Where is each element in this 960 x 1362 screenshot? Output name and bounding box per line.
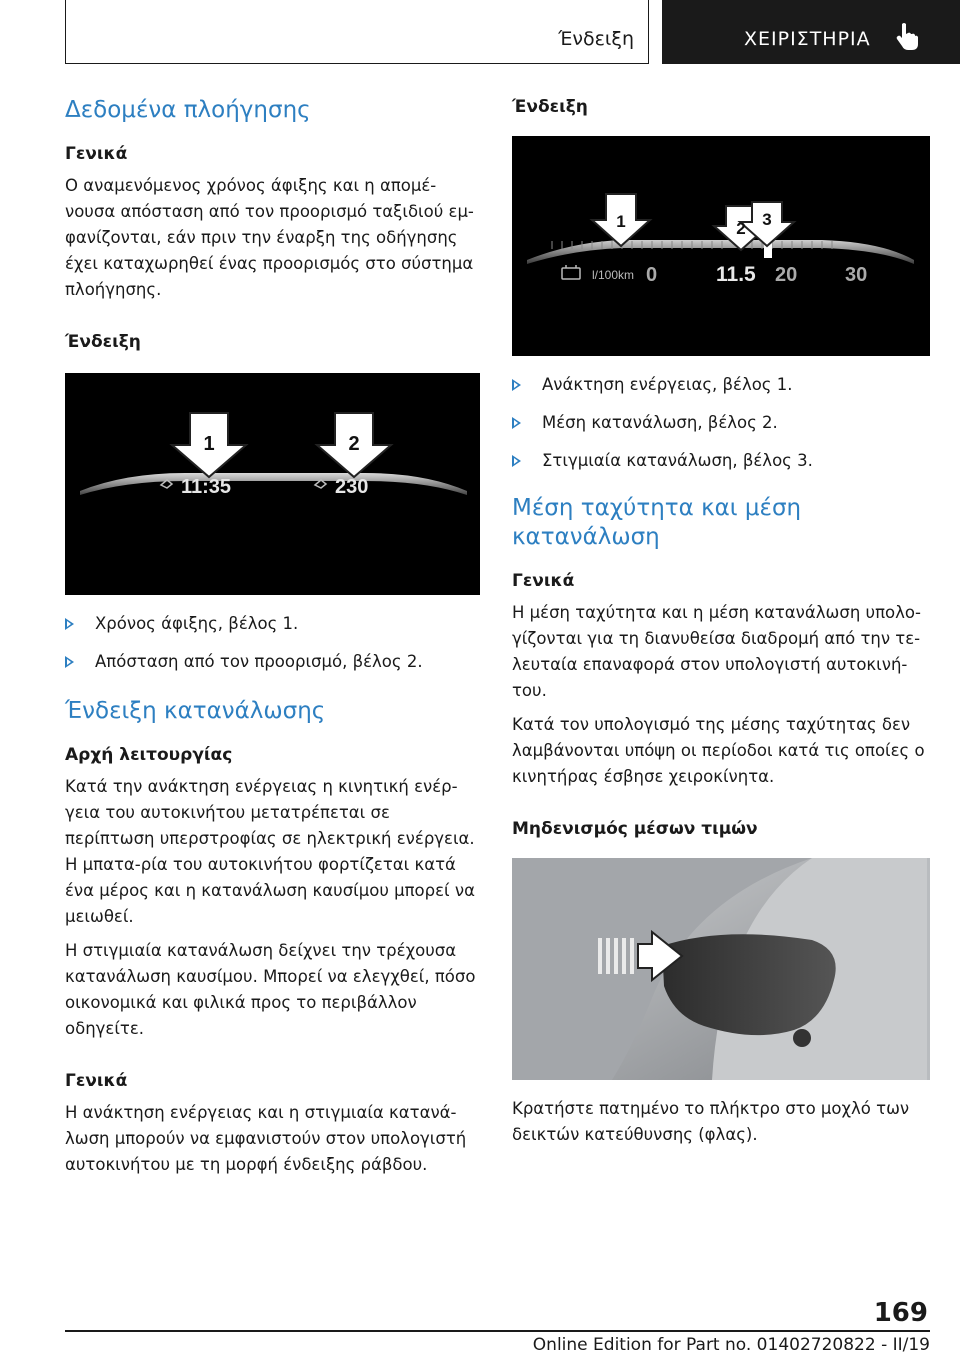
triangle-bullet-icon (512, 417, 521, 429)
header-section-tab (65, 0, 649, 64)
paragraph-average-1: Η μέση ταχύτητα και η μέση κατανάλωση υπολο-γίζονται για τη διανυθείσα διαδρομή από την τε-λευταία επαναφορά στον υπολογιστή αυτοκινή-του. (512, 603, 921, 700)
arrow-1-label: 1 (203, 433, 215, 455)
figure-arrival-distance-graphic (65, 373, 480, 595)
paragraph-general-2: Η ανάκτηση ενέργειας και η στιγμιαία κατανά-λωση μπορούν να εμφανιστούν στον υπολογιστή αυτοκινήτου με τη μορφή ένδειξης ράβδου. (65, 1103, 467, 1174)
heading-reset: Μηδενισμός μέσων τιμών (512, 819, 758, 839)
heading-navigation-data: Δεδομένα πλοήγησης (65, 97, 311, 123)
battery-icon (562, 265, 580, 279)
list-item: Μέση κατανάλωση, βέλος 2. (512, 412, 930, 434)
arrival-time: 11:35 (181, 476, 232, 498)
header-section-title: Ένδειξη (558, 28, 634, 50)
footer-divider (65, 1330, 930, 1332)
tick-0: 0 (646, 264, 658, 286)
right-column (512, 96, 930, 1156)
arrow-2-label: 2 (736, 219, 746, 238)
arrow-1-label: 1 (616, 212, 626, 231)
arrow-3-label: 3 (762, 210, 772, 229)
figure-consumption (512, 136, 930, 356)
figure-indicator-lever-graphic (512, 858, 927, 1080)
paragraph-principle-1: Κατά την ανάκτηση ενέργειας η κινητική ενέρ-γεια του αυτοκινήτου μετατρέπεται σε περίπτωση υπερστροφίας σε ηλεκτρική ενέργεια. Η μπατα-ρία του αυτοκινήτου φορτίζεται κατά ένα μέρος και η κατανάλωση καυσίμου μπορεί να μειωθεί. (65, 777, 475, 926)
triangle-bullet-icon (65, 618, 74, 630)
left-column (65, 96, 480, 1186)
list-consumption (512, 374, 930, 472)
heading-general-3: Γενικά (512, 571, 575, 591)
arrow-2-label: 2 (348, 433, 360, 455)
triangle-bullet-icon (65, 656, 74, 668)
heading-display: Ένδειξη (65, 332, 141, 352)
header-chapter-tab (662, 0, 960, 64)
consumption-value: 11.5 (716, 263, 756, 286)
heading-general-2: Γενικά (65, 1071, 128, 1091)
list-item: Στιγμιαία κατανάλωση, βέλος 3. (512, 450, 930, 472)
figure-arrival-distance (65, 373, 480, 595)
distance-value: 230 (335, 476, 369, 498)
paragraph-principle-2: Η στιγμιαία κατανάλωση δείχνει την τρέχουσα κατανάλωση καυσίμου. Μπορεί να ελεγχθεί, πόσο οικονομικά και φιλικά προς το περιβάλλον οδηγείτε. (65, 941, 476, 1038)
list-item: Ανάκτηση ενέργειας, βέλος 1. (512, 374, 930, 396)
triangle-bullet-icon (512, 455, 521, 467)
tick-20: 20 (775, 264, 798, 286)
figure-indicator-lever (512, 858, 930, 1080)
heading-consumption-display: Ένδειξη κατανάλωσης (65, 698, 326, 724)
paragraph-average-2: Κατά τον υπολογισμό της μέσης ταχύτητας δεν λαμβάνονται υπόψη οι περίοδοι κατά τις οποίες ο κινητήρας έσβησε χειροκίνητα. (512, 715, 925, 786)
heading-display-2: Ένδειξη (512, 97, 588, 117)
heading-principle: Αρχή λειτουργίας (65, 745, 233, 765)
triangle-bullet-icon (512, 379, 521, 391)
figure-consumption-graphic (512, 136, 927, 356)
list-arrival (65, 613, 480, 673)
footer-edition: Online Edition for Part no. 01402720822 - II/19 (532, 1335, 930, 1355)
tick-30: 30 (845, 264, 868, 286)
list-item: Απόσταση από τον προορισμό, βέλος 2. (65, 651, 480, 673)
heading-average-speed: Μέση ταχύτητα και μέση κατανάλωση (512, 495, 802, 550)
heading-general: Γενικά (65, 144, 128, 164)
page-number: 169 (873, 1298, 928, 1328)
hand-pointer-icon (894, 22, 920, 50)
paragraph-navigation: Ο αναμενόμενος χρόνος άφιξης και η απομέ-νουσα απόσταση από τον προορισμό ταξιδιού εμ-φανίζονται, εάν πριν την έναρξη της οδήγησης έχει καταχωρηθεί ένας προορισμός στο σύστημα πλοήγησης. (65, 176, 474, 299)
header-chapter-title: ΧΕΙΡΙΣΤΗΡΙΑ (744, 28, 871, 50)
list-item: Χρόνος άφιξης, βέλος 1. (65, 613, 480, 635)
unit-label: l/100km (592, 268, 635, 282)
paragraph-reset: Κρατήστε πατημένο το πλήκτρο στο μοχλό των δεικτών κατεύθυνσης (φλας). (512, 1099, 910, 1144)
